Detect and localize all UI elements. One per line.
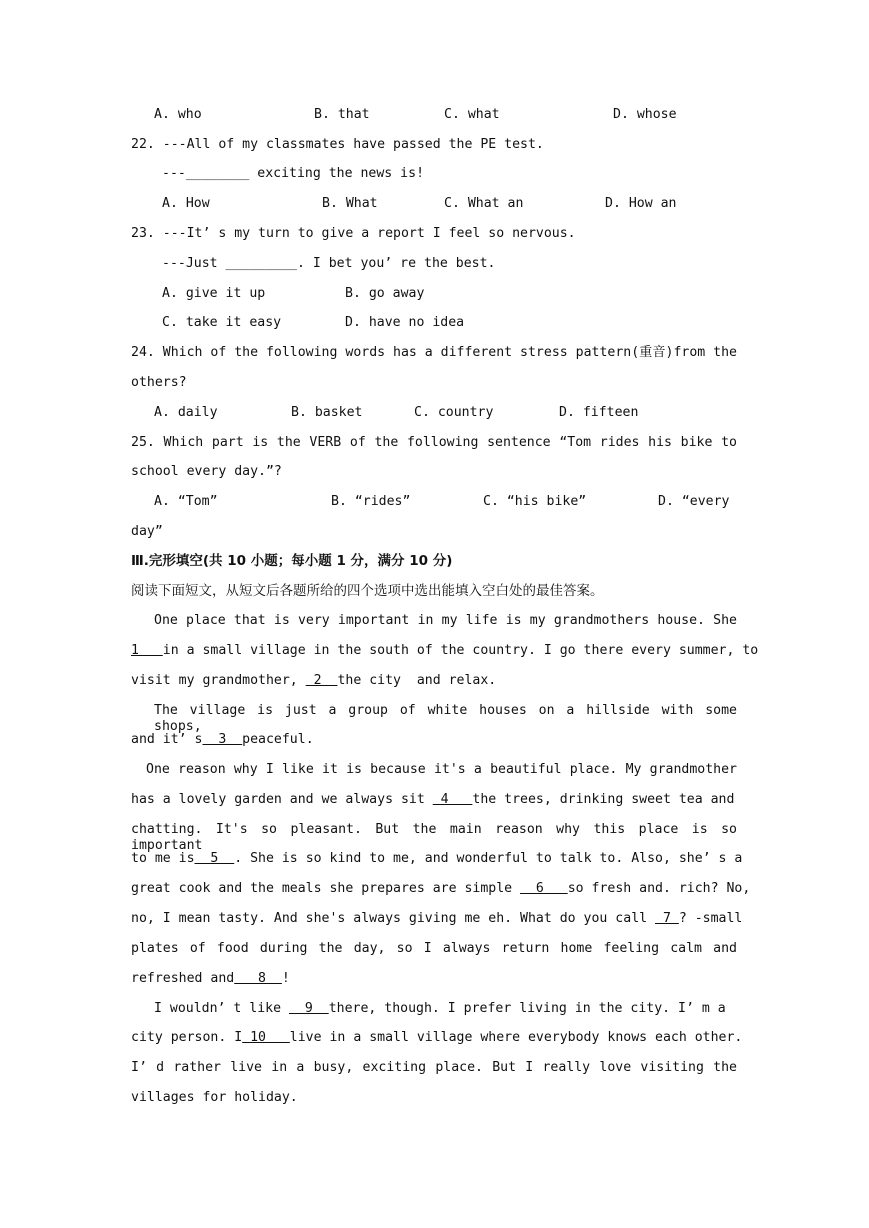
q22-reply: ---________ exciting the news is! <box>162 166 425 181</box>
q24-stem-line2: others? <box>131 375 187 390</box>
passage-p4-line2: city person. I 10 live in a small village where everybody knows each other. <box>131 1030 743 1045</box>
passage-p3-line2: has a lovely garden and we always sit 4 the trees, drinking sweet tea and <box>131 792 735 807</box>
blank-6: 6 <box>520 881 568 896</box>
q22-option-b: B. What <box>322 196 378 211</box>
q24-stem-line1: 24. Which of the following words has a different stress pattern(重音)from the <box>131 345 737 360</box>
q23-option-b: B. go away <box>345 286 425 301</box>
q22-option-d: D. How an <box>605 196 677 211</box>
q24-option-d: D. fifteen <box>559 405 639 420</box>
q25-stem-line1: 25. Which part is the VERB of the following sentence “Tom rides his bike to <box>131 435 737 450</box>
q24-option-c: C. country <box>414 405 494 420</box>
q25-option-d: D. “every <box>658 494 730 509</box>
q25-option-a: A. “Tom” <box>154 494 218 509</box>
passage-p3-line4: to me is 5 . She is so kind to me, and wonderful to talk to. Also, she’ s a <box>131 851 743 866</box>
passage-p3-line7: plates of food during the day, so I always return home feeling calm and <box>131 941 737 956</box>
q23-option-a: A. give it up <box>162 286 266 301</box>
passage-p3-line6: no, I mean tasty. And she's always giving me eh. What do you call 7 ? -small <box>131 911 743 926</box>
passage-p3-line5: great cook and the meals she prepares are simple 6 so fresh and. rich? No, <box>131 881 751 896</box>
blank-9: 9 <box>288 1001 329 1016</box>
blank-5: 5 <box>194 851 235 866</box>
section-heading: Ⅲ.完形填空(共 10 小题；每小题 1 分，满分 10 分) <box>131 553 453 569</box>
q25-option-c: C. “his bike” <box>483 494 587 509</box>
q25-stem-line2: school every day.”? <box>131 464 282 479</box>
blank-10: 10 <box>242 1030 290 1045</box>
blank-8: 8 <box>234 971 282 986</box>
q22-option-a: A. How <box>162 196 210 211</box>
q22-option-c: C. What an <box>444 196 524 211</box>
q23-option-c: C. take it easy <box>162 315 282 330</box>
passage-p3-line1: One reason why I like it is because it's a beautiful place. My grandmother <box>146 762 737 777</box>
q23-stem: 23. ---It’ s my turn to give a report I feel so nervous. <box>131 226 576 241</box>
blank-1: 1 <box>131 643 163 658</box>
section-instruction: 阅读下面短文，从短文后各题所给的四个选项中选出能填入空白处的最佳答案。 <box>131 583 604 599</box>
passage-p1-line3: visit my grandmother, 2 the city and relax. <box>131 673 497 688</box>
blank-7: 7 <box>655 911 679 926</box>
passage-p4-line1: I wouldn’ t like 9 there, though. I prefer living in the city. I’ m a <box>154 1001 726 1016</box>
q22-stem: 22. ---All of my classmates have passed the PE test. <box>131 137 544 152</box>
blank-4: 4 <box>432 792 473 807</box>
passage-p4-line3: I’ d rather live in a busy, exciting place. But I really love visiting the <box>131 1060 737 1075</box>
passage-p2-line1: The village is just a group of white houses on a hillside with some shops, <box>154 703 737 734</box>
passage-p3-line3: chatting. It's so pleasant. But the main reason why this place is so important <box>131 822 737 853</box>
q21-option-d: D. whose <box>613 107 677 122</box>
passage-p3-line8: refreshed and 8 ! <box>131 971 290 986</box>
passage-p2-line2: and it’ s 3 peaceful. <box>131 732 314 747</box>
q23-option-d: D. have no idea <box>345 315 465 330</box>
q21-option-c: C. what <box>444 107 500 122</box>
q23-reply: ---Just _________. I bet you’ re the best. <box>162 256 496 271</box>
passage-p1-line1: One place that is very important in my life is my grandmothers house. She <box>154 613 737 628</box>
q25-option-b: B. “rides” <box>331 494 411 509</box>
q25-option-d-cont: day” <box>131 524 163 539</box>
q21-option-a: A. who <box>154 107 202 122</box>
passage-p1-line2: 1 in a small village in the south of the country. I go there every summer, to <box>131 643 759 658</box>
q24-option-b: B. basket <box>291 405 363 420</box>
blank-3: 3 <box>202 732 243 747</box>
passage-p4-line4: villages for holiday. <box>131 1090 298 1105</box>
q21-option-b: B. that <box>314 107 370 122</box>
blank-2: 2 <box>305 673 338 688</box>
q24-option-a: A. daily <box>154 405 218 420</box>
